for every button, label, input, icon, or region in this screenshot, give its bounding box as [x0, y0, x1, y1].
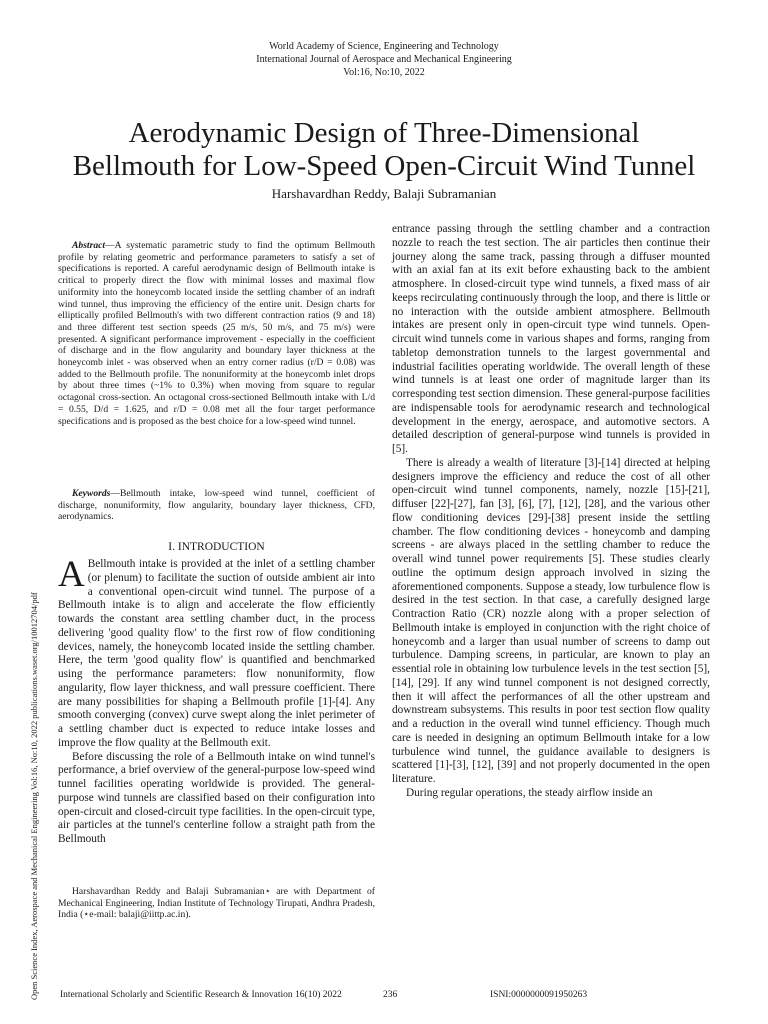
intro-paragraph-1 [58, 554, 375, 751]
journal-name: International Journal of Aerospace and Mechanical Engineering [256, 54, 512, 65]
intro-paragraph-1-text: Bellmouth intake is provided at the inlet of a settling chamber (or plenum) to facilitate the suction of outside ambient air into a conventional open-circuit wind tunnel. The purpose of a Bellmouth intake is to align and accelerate the flow efficiently towards the constant area settling chamber duct, in the process delivering 'good quality flow' to the first row of flow conditioning devices, namely, the honeycomb located inside the settling chamber. Here, the term 'good quality flow' is quantified and benchmarked using the performance parameters: flow nonuniformity, flow angularity, flow layer thickness, and wall pressure coefficient. There are many possibilities for shaping a Bellmouth profile [1]-[4]. Any smooth converging (convex) curve swept along the inlet perimeter of a settling chamber duct is expected to reduce intake losses and improve the flow quality at the Bellmouth exit. [58, 558, 375, 749]
right-paragraph-2: There is already a wealth of literature [3]-[14] directed at helping designers improve the efficiency and reduce the cost of all other open-circuit wind tunnel components, namely, nozzle [15]-[21], diffuser [22]-[27], fan [3], [6], [7], [12], [28], and the various other flow conditioning devices [29]-[38] present inside the settling chamber. The flow conditioning devices - honeycomb and damping screens - are always placed in the settling chamber to reduce the overall wind tunnel power requirements [5]. These studies clearly outline the optimum design approach involved in sizing the aforementioned components. Suppose a steady, low turbulence flow is desired in the test section. In that case, a carefully designed large Contraction Ratio (CR) nozzle along with a proper selection of Bellmouth intake is employed in conjunction with the right choice of honeycomb and a larger than usual number of screens to damp out turbulence. Damping screens, in particular, are known to play an essential role in obtaining low turbulence levels in the test section [5], [14], [29]. If any wind tunnel component is not designed correctly, then it will affect the performances of all the other upstream and downstream subsystems. This results in poor test section flow quality and a reduction in the overall wind tunnel efficiency. Though much care is needed in designing an optimum Bellmouth intake for a low turbulence wind tunnel, the guidance available to designers is scattered [1]-[3], [12], [39] and not properly documented in the open literature. [392, 456, 711, 785]
keywords-label: Keywords [72, 488, 111, 499]
keywords-text: —Bellmouth intake, low-speed wind tunnel, coefficient of discharge, nonuniformity, flow angularity, boundary layer thickness, CFD, aerodynamics. [58, 488, 375, 523]
drop-cap: A [58, 554, 85, 595]
intro-paragraph-2: Before discussing the role of a Bellmouth intake on wind tunnel's performance, a brief overview of the general-purpose low-speed wind tunnel facilities operating worldwide is provided. The general-purpose wind tunnels are classified based on their configuration into open-circuit and closed-circuit type facilities. In the open-circuit type, air particles at the tunnel's centerline follow a straight path from the Bellmouth [58, 750, 375, 845]
right-paragraph-3: During regular operations, the steady airflow inside an [406, 786, 653, 799]
section-title-rest: NTRODUCTION [181, 541, 265, 553]
keywords [58, 488, 375, 523]
journal-header [0, 40, 768, 79]
paper-title [0, 117, 768, 183]
abstract-text: —A systematic parametric study to find the optimum Bellmouth profile by relating geometric and performance parameters to satisfy a set of specifications is reported. A careful aerodynamic design of Bellmouth intake is critical to properly direct the flow with minimal losses and maximal flow uniformity into the honeycomb located inside the settling chamber of an indraft wind tunnel, thus improving the efficiency of the entire unit. Design charts for elliptically profiled Bellmouth's with two different contraction ratios (9 and 18) and three different test section speeds (25 m/s, 50 m/s, and 75 m/s) were presented. A significant performance improvement - especially in the coefficient of discharge and in the flow angularity and boundary layer thickness at the honeycomb inlet - was observed when an entry corner radius (r/D = 0.08) was added to the Bellmouth profile. The nonuniformity at the honeycomb inlet drops by about three times (~1% to 0.3%) when moving from square to regular octagonal cross-section. An octagonal cross-sectioned Bellmouth intake with L/d = 0.55, D/d = 1.625, and r/D = 0.08 met all the four target performance specifications and is proposed as the best choice for a low-speed wind tunnel. [58, 240, 375, 427]
side-watermark-text: Open Science Index, Aerospace and Mechanical Engineering Vol:16, No:10, 2022 publications.waset.org/10012704/pdf [29, 592, 39, 1000]
volume-info: Vol:16, No:10, 2022 [343, 67, 425, 78]
section-heading-introduction [58, 541, 375, 553]
section-initial: I [177, 541, 182, 553]
page-number: 236 [383, 990, 398, 1000]
title-line-2: Bellmouth for Low-Speed Open-Circuit Wind Tunnel [72, 150, 696, 182]
author-footnote: Harshavardhan Reddy and Balaji Subramanian⋆ are with Department of Mechanical Engineering, Indian Institute of Technology Tirupati, Andhra Pradesh, India (⋆e-mail: balaji@iittp.ac.in). [58, 886, 375, 921]
section-number: I. [168, 541, 175, 553]
abstract-label: Abstract [72, 240, 106, 251]
right-column-body [392, 223, 710, 801]
title-line-1: Aerodynamic Design of Three-Dimensional [128, 117, 640, 149]
publisher-name: World Academy of Science, Engineering and Technology [269, 41, 499, 52]
author-list: Harshavardhan Reddy, Balaji Subramanian [271, 186, 497, 201]
right-paragraph-1: entrance passing through the settling chamber and a contraction nozzle to reach the test section. The air particles then continue their journey along the same track, passing through a diffuser mounted with an axial fan at its exit before exhausting back to the ambient atmosphere. In closed-circuit type wind tunnels, a fixed mass of air keeps recirculating continuously through the loop, and there is little or no interaction with the outside ambient atmosphere. Bellmouth intakes are present only in open-circuit type wind tunnels. Open-circuit wind tunnels come in various shapes and forms, ranging from tabletop demonstration tunnels to the largest governmental and industrial facilities operating worldwide. The overall length of these wind tunnels is at least one order of magnitude larger than its corresponding test section dimension. These general-purpose facilities are indispensable tools for aerodynamic research and technological development in the energy, aerospace, and automotive sectors. A detailed description of general-purpose wind tunnels is provided in [5]. [392, 223, 710, 455]
footer-publisher: International Scholarly and Scientific Research & Innovation 16(10) 2022 [60, 990, 342, 1000]
abstract [58, 240, 375, 427]
introduction-body [58, 554, 375, 847]
footer-isni: ISNI:0000000091950263 [490, 990, 588, 1000]
